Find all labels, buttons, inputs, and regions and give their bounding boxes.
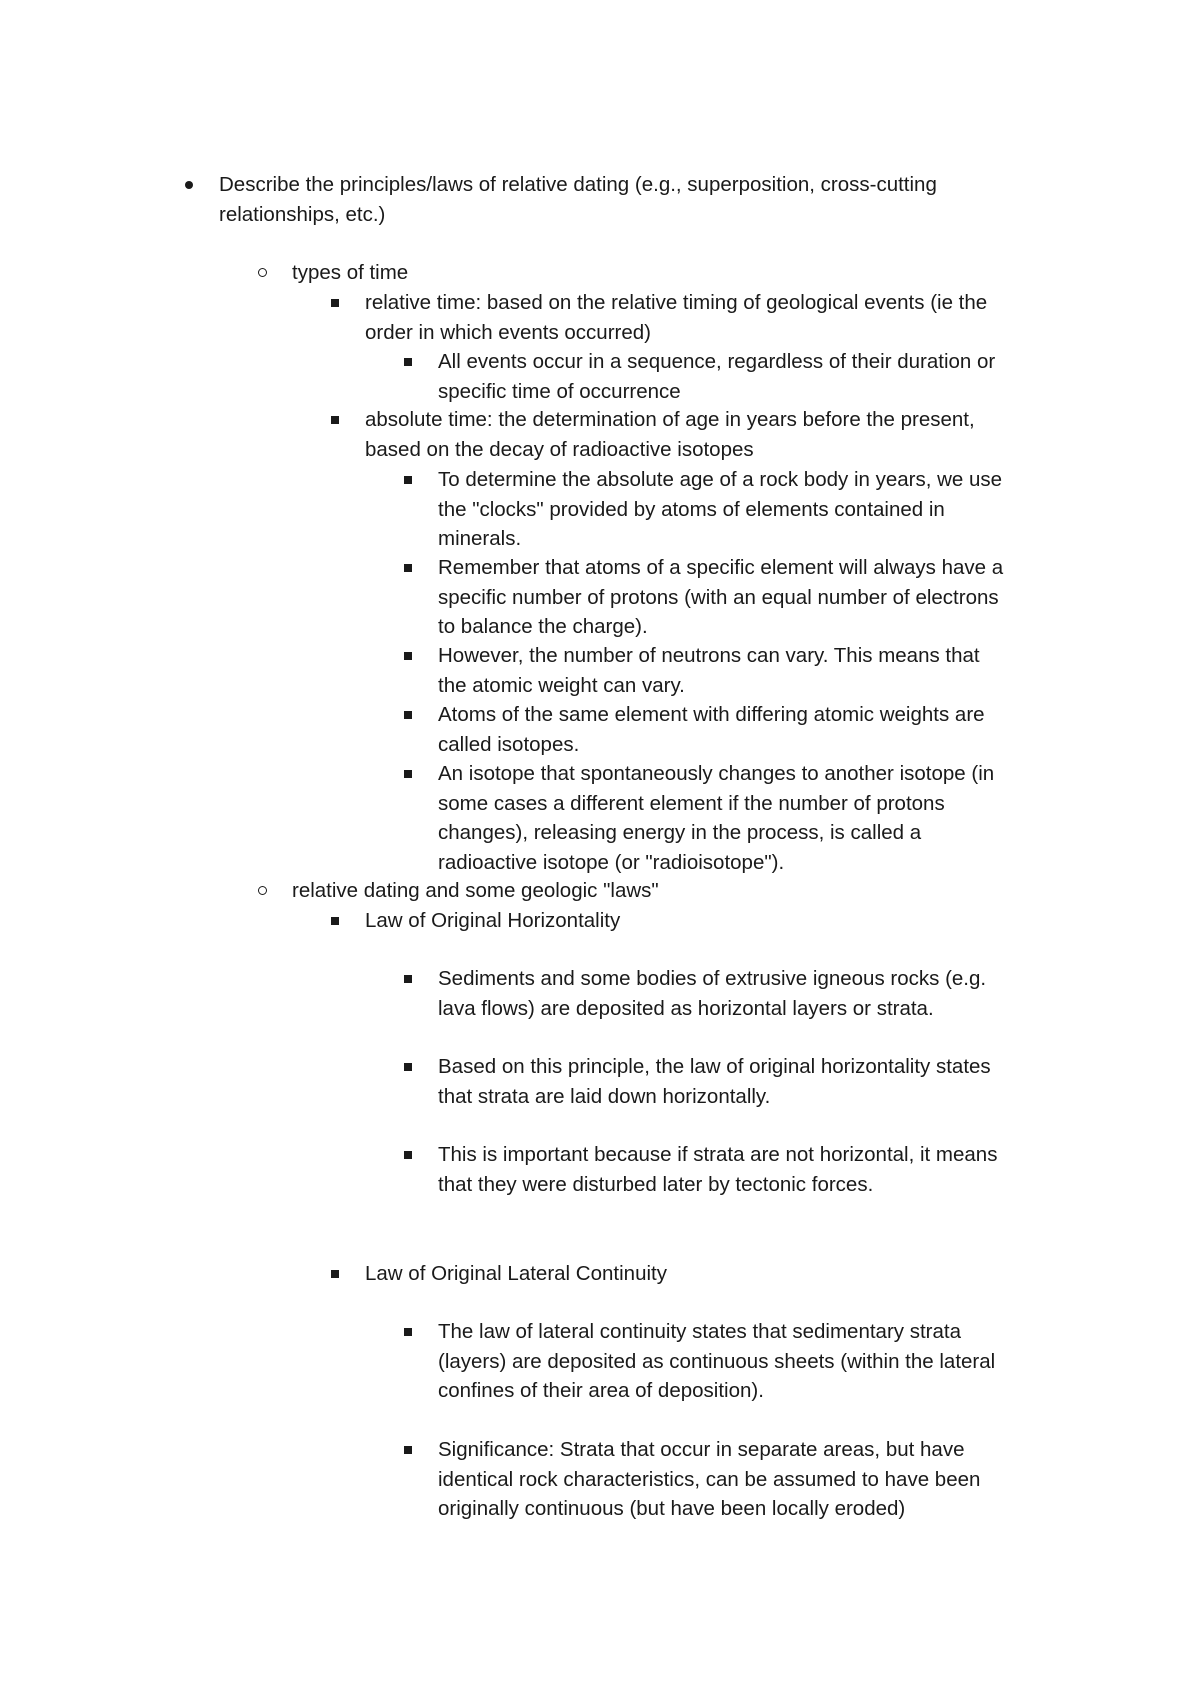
line: Significance: Strata that occur in separate areas, but have <box>438 1438 965 1461</box>
square-bullet-icon <box>404 652 412 660</box>
square-bullet-icon <box>331 416 339 424</box>
line: absolute time: the determination of age in years before the present, <box>365 408 975 431</box>
line: lava flows) are deposited as horizontal layers or strata. <box>438 996 934 1020</box>
line: based on the decay of radioactive isotopes <box>365 437 754 461</box>
bullet-atoms-same-element <box>438 700 985 759</box>
line: minerals. <box>438 527 522 550</box>
line: Law of Original Lateral Continuity <box>365 1262 667 1285</box>
line: Remember that atoms of a specific element will always have a <box>438 556 1004 579</box>
bullet-based-on-principle <box>438 1052 991 1111</box>
square-bullet-icon <box>404 711 412 719</box>
bullet-absolute-time <box>365 405 975 464</box>
line: Sediments and some bodies of extrusive igneous rocks (e.g. <box>438 967 987 990</box>
line: the atomic weight can vary. <box>438 673 685 697</box>
square-bullet-icon <box>404 1063 412 1071</box>
line: identical rock characteristics, can be assumed to have been <box>438 1467 981 1491</box>
square-bullet-icon <box>404 770 412 778</box>
line: However, the number of neutrons can vary. This means that <box>438 644 980 667</box>
line: (layers) are deposited as continuous sheets (within the lateral <box>438 1349 996 1373</box>
line: relative dating and some geologic "laws" <box>292 879 659 902</box>
filled-disc-bullet-icon <box>185 181 193 189</box>
line: The law of lateral continuity states that sedimentary strata <box>438 1320 962 1343</box>
line: that strata are laid down horizontally. <box>438 1084 771 1108</box>
line: To determine the absolute age of a rock body in years, we use <box>438 468 1003 491</box>
bullet-law-original-horizontality <box>365 906 620 936</box>
line: Based on this principle, the law of original horizontality states <box>438 1055 991 1078</box>
line: An isotope that spontaneously changes to another isotope (in <box>438 762 995 785</box>
bullet-all-events <box>438 347 995 406</box>
line: that they were disturbed later by tectonic forces. <box>438 1172 874 1196</box>
hollow-circle-bullet-icon <box>258 268 267 277</box>
square-bullet-icon <box>404 564 412 572</box>
square-bullet-icon <box>404 358 412 366</box>
square-bullet-icon <box>404 975 412 983</box>
line: specific time of occurrence <box>438 379 681 403</box>
bullet-to-determine <box>438 465 1002 554</box>
line: Law of Original Horizontality <box>365 909 621 932</box>
square-bullet-icon <box>331 1270 339 1278</box>
line: relative time: based on the relative timing of geological events (ie the <box>365 291 988 314</box>
line: radioactive isotope (or "radioisotope"). <box>438 850 785 874</box>
line: originally continuous (but have been locally eroded) <box>438 1497 906 1520</box>
bullet-significance <box>438 1435 980 1524</box>
bullet-however <box>438 641 980 700</box>
line: order in which events occurred) <box>365 320 651 344</box>
bullet-law-lateral-continuity <box>365 1259 667 1289</box>
bullet-remember <box>438 553 1003 642</box>
square-bullet-icon <box>404 476 412 484</box>
bullet-important <box>438 1140 997 1199</box>
bullet-describe-principles <box>219 170 937 229</box>
line: Atoms of the same element with differing atomic weights are <box>438 703 985 726</box>
line: relationships, etc.) <box>219 202 386 226</box>
bullet-lateral-continuity-states <box>438 1317 995 1406</box>
line: specific number of protons (with an equal number of electrons <box>438 585 999 609</box>
line: This is important because if strata are not horizontal, it means <box>438 1143 998 1166</box>
square-bullet-icon <box>331 299 339 307</box>
square-bullet-icon <box>404 1328 412 1336</box>
bullet-relative-time <box>365 288 987 347</box>
square-bullet-icon <box>404 1446 412 1454</box>
line: called isotopes. <box>438 732 580 756</box>
line: confines of their area of deposition). <box>438 1379 764 1402</box>
line: changes), releasing energy in the process, is called a <box>438 821 922 844</box>
bullet-isotope <box>438 759 994 877</box>
bullet-relative-dating-laws <box>292 876 659 906</box>
bullet-sediments <box>438 964 986 1023</box>
hollow-circle-bullet-icon <box>258 886 267 895</box>
square-bullet-icon <box>331 917 339 925</box>
bullet-types-of-time <box>292 258 408 288</box>
line: to balance the charge). <box>438 615 648 638</box>
square-bullet-icon <box>404 1151 412 1159</box>
line: Describe the principles/laws of relative dating (e.g., superposition, cross-cutting <box>219 173 937 196</box>
line: types of time <box>292 261 409 284</box>
line: All events occur in a sequence, regardless of their duration or <box>438 350 996 373</box>
line: some cases a different element if the number of protons <box>438 791 945 815</box>
line: the "clocks" provided by atoms of elements contained in <box>438 497 945 521</box>
